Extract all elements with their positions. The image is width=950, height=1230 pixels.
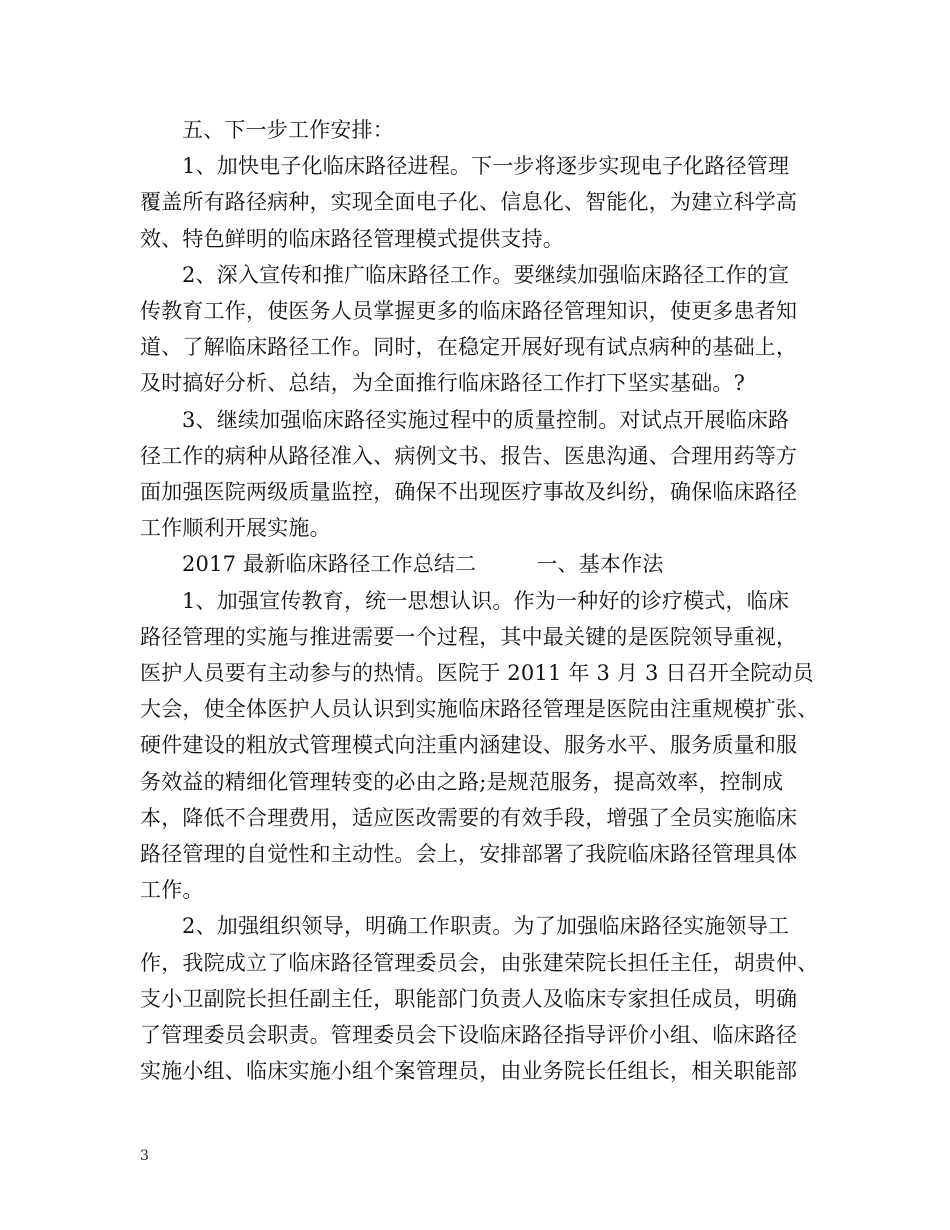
paragraph-line: 3、继续加强临床路径实施过程中的质量控制。对试点开展临床路	[182, 407, 790, 432]
section-heading: 五、下一步工作安排：	[182, 118, 394, 142]
section-title: 2017 最新临床路径工作总结二	[182, 552, 477, 577]
paragraph-line: 覆盖所有路径病种，实现全面电子化、信息化、智能化，为建立科学高	[140, 190, 798, 215]
paragraph-line: 路径管理的实施与推进需要一个过程，其中最关键的是医院领导重视，	[140, 624, 798, 649]
paragraph-line: 工作。	[140, 878, 204, 903]
paragraph-line: 道、了解临床路径工作。同时，在稳定开展好现有试点病种的基础上，	[140, 335, 798, 360]
paragraph-line: 1、加快电子化临床路径进程。下一步将逐步实现电子化路径管理	[182, 154, 790, 179]
paragraph-line: 1、加强宣传教育，统一思想认识。作为一种好的诊疗模式，临床	[182, 588, 790, 613]
page-number: 3	[140, 1148, 149, 1164]
paragraph-line: 实施小组、临床实施小组个案管理员，由业务院长任组长，相关职能部	[140, 1059, 798, 1084]
paragraph-line: 2、深入宣传和推广临床路径工作。要继续加强临床路径工作的宣	[182, 262, 790, 287]
paragraph-line: 硬件建设的粗放式管理模式向注重内涵建设、服务水平、服务质量和服	[140, 733, 798, 758]
subsection-title: 一、基本作法	[536, 552, 664, 577]
paragraph-line: 大会，使全体医护人员认识到实施临床路径管理是医院由注重规模扩张、	[140, 697, 819, 722]
paragraph-line: 路径管理的自觉性和主动性。会上，安排部署了我院临床路径管理具体	[140, 842, 798, 867]
paragraph-line: 了管理委员会职责。管理委员会下设临床路径指导评价小组、临床路径	[140, 1023, 798, 1048]
section-title-line	[140, 546, 815, 582]
paragraph-line: 2、加强组织领导，明确工作职责。为了加强临床路径实施领导工	[182, 914, 790, 939]
paragraph-line: 及时搞好分析、总结，为全面推行临床路径工作打下坚实基础。?	[140, 371, 746, 396]
paragraph-line: 支小卫副院长担任副主任，职能部门负责人及临床专家担任成员，明确	[140, 986, 798, 1011]
paragraph-line: 传教育工作，使医务人员掌握更多的临床路径管理知识，使更多患者知	[140, 299, 798, 324]
document-body	[140, 112, 819, 1089]
paragraph-line: 效、特色鲜明的临床路径管理模式提供支持。	[140, 226, 564, 251]
paragraph-line: 径工作的病种从路径准入、病例文书、报告、医患沟通、合理用药等方	[140, 443, 798, 468]
paragraph-line: 面加强医院两级质量监控，确保不出现医疗事故及纠纷，确保临床路径	[140, 480, 798, 505]
paragraph-line: 医护人员要有主动参与的热情。医院于 2011 年 3 月 3 日召开全院动员	[140, 661, 814, 686]
paragraph-line: 务效益的精细化管理转变的必由之路;是规范服务，提高效率，控制成	[140, 769, 784, 794]
paragraph-line: 本，降低不合理费用，适应医改需要的有效手段，增强了全员实施临床	[140, 805, 798, 830]
paragraph-line: 工作顺利开展实施。	[140, 516, 331, 541]
paragraph-line: 作，我院成立了临床路径管理委员会，由张建荣院长担任主任，胡贵仲、	[140, 950, 819, 975]
